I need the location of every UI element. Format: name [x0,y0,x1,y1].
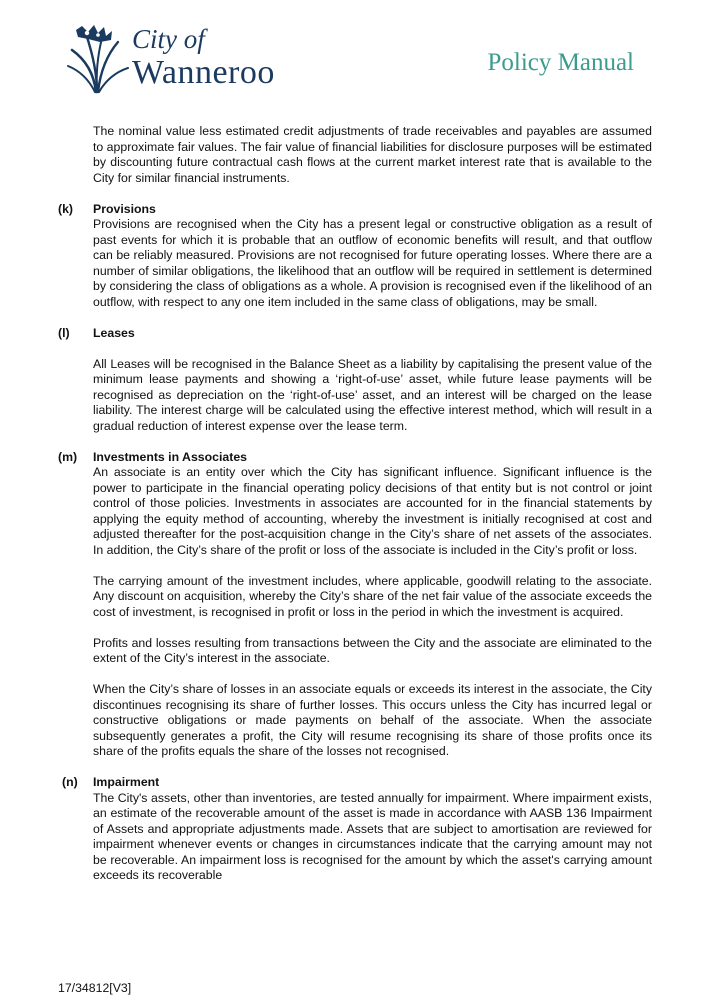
section-paragraph: An associate is an entity over which the City has significant influence. Significant influence is the power to participate in the financial operating policy decisions of that entity but is not control or joint control of those policies. Investments in associates are accounted for in the financial statements by applying the equity method of accounting, whereby the investment is initially recognised at cost and adjusted thereafter for the post-acquisition change in the City’s share of net assets of the associates. In addition, the City’s share of the profit or loss of the associate is included in the City’s profit or loss. [93,465,652,557]
section-heading: Leases [93,325,135,340]
section-marker: (m) [58,449,78,464]
section-heading: Provisions [93,201,156,216]
document-body [58,124,652,884]
section-heading: Impairment [93,775,160,789]
section-paragraph: The City's assets, other than inventories, are tested annually for impairment. Where impairment exists, an estimate of the recoverable amount of the asset is made in accordance with AASB 136 Impairment of Assets and appropriate adjustments made. Assets that are subject to amortisation are reviewed for impairment whenever events or changes in circumstances indicate that the carrying amount may not be recoverable. An impairment loss is recognised for the amount by which the asset's carrying amount exceeds its recoverable [93,790,652,882]
section-paragraph: The carrying amount of the investment includes, where applicable, goodwill relating to the associate. Any discount on acquisition, whereby the City’s share of the net fair value of the associate exceeds the cost of investment, is recognised in profit or loss in the period in which the investment is acquired. [93,573,652,619]
logo-line-city-of: City of [132,24,205,54]
section-paragraph: All Leases will be recognised in the Balance Sheet as a liability by capitalising the present value of the minimum lease payments and showing a ‘right-of-use’ asset, while future lease payments will be recognised as depreciation on the ‘right-of-use’ asset, and an interest will be charged on the lease liability. The interest charge will be calculated using the effective interest method, which will result in a gradual reduction of interest expense over the lease term. [93,356,652,433]
section-paragraph: Provisions are recognised when the City has a present legal or constructive obligation as a result of past events for which it is probable that an outflow of economic benefits will result, and that outflow can be reliably measured. Provisions are not recognised for future operating losses. Where there are a number of similar obligations, the likelihood that an outflow will be required in settlement is determined by considering the class of obligations as a whole. A provision is recognised even if the likelihood of an outflow, with respect to any one item included in the same class of obligations, may be small. [93,217,652,309]
page-header [0,0,706,110]
policy-manual-title: Policy Manual [487,49,634,76]
section-provisions [58,202,652,311]
section-marker: (k) [58,201,74,216]
intro-paragraph: The nominal value less estimated credit adjustments of trade receivables and payables are assumed to approximate fair values. The fair value of financial liabilities for disclosure purposes will be estimated by discounting future contractual cash flows at the current market interest rate that is available to the City for similar financial instruments. [93,124,652,185]
logo-line-wanneroo: Wanneroo [132,54,275,91]
section-paragraph: When the City’s share of losses in an associate equals or exceeds its interest in the associate, the City discontinues recognising its share of further losses. This occurs unless the City has incurred legal or constructive obligations or made payments on behalf of the associate. When the associate subsequently generates a profit, the City will resume recognising its share of those profits once its share of the profits equals the share of the losses not recognised. [93,682,652,758]
intro-block [58,124,652,186]
document-reference: 17/34812[V3] [58,981,132,995]
section-heading: Investments in Associates [93,449,247,464]
city-of-wanneroo-logo [66,22,306,94]
section-leases [58,326,652,435]
section-marker: (l) [58,325,70,340]
section-investments-in-associates [58,450,652,760]
section-impairment [58,775,652,884]
section-paragraph: Profits and losses resulting from transactions between the City and the associate are eliminated to the extent of the City’s interest in the associate. [93,635,652,665]
grass-tree-icon [66,22,132,94]
section-marker: (n) [62,775,78,789]
